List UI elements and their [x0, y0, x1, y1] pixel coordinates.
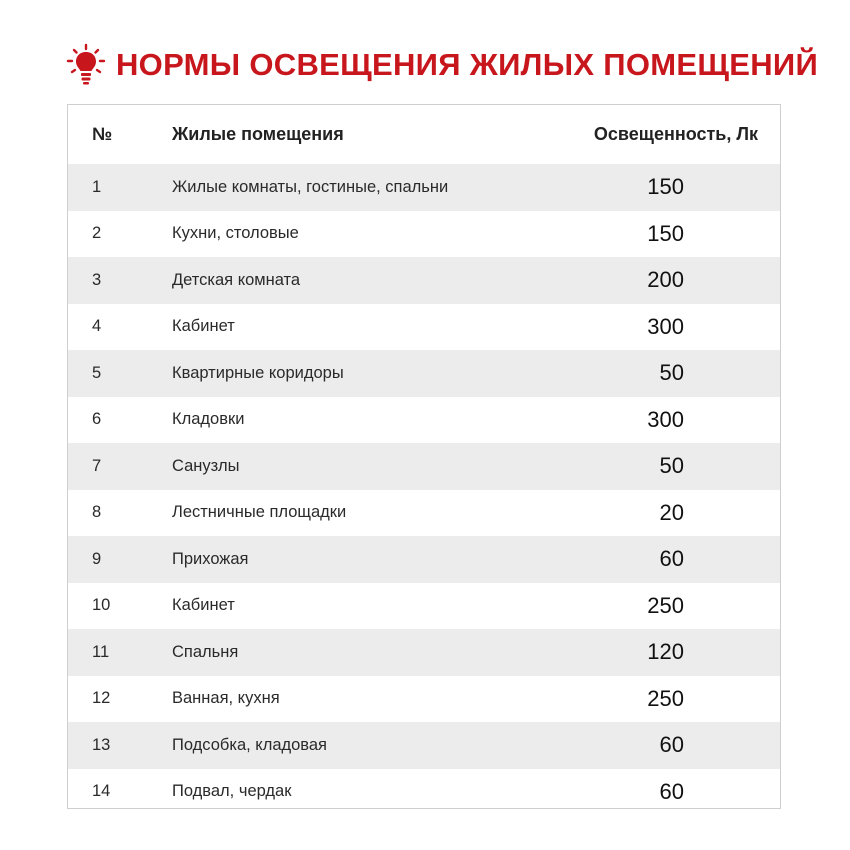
table-row	[68, 583, 780, 630]
table-row	[68, 629, 780, 676]
page-title	[66, 40, 818, 90]
row-num: 3	[92, 270, 102, 289]
table-row	[68, 536, 780, 583]
title-text: НОРМЫ ОСВЕЩЕНИЯ ЖИЛЫХ ПОМЕЩЕНИЙ	[116, 47, 819, 82]
row-room: Санузлы	[172, 456, 240, 475]
row-lux: 20	[659, 499, 684, 525]
row-lux: 200	[647, 267, 684, 293]
row-lux: 250	[647, 685, 684, 711]
row-lux: 50	[659, 360, 684, 386]
table-header	[68, 105, 780, 164]
row-room: Квартирные коридоры	[172, 363, 344, 382]
table-row	[68, 397, 780, 444]
row-num: 1	[92, 177, 102, 196]
row-num: 7	[92, 456, 102, 475]
row-num: 9	[92, 549, 102, 568]
row-num: 8	[92, 503, 102, 522]
table-row	[68, 211, 780, 258]
row-room: Спальня	[172, 642, 239, 661]
table-row	[68, 164, 780, 211]
row-room: Лестничные площадки	[172, 503, 347, 522]
header-num: №	[92, 124, 113, 144]
table-row	[68, 490, 780, 537]
table-row	[68, 769, 780, 816]
row-room: Жилые комнаты, гостиные, спальни	[172, 177, 449, 196]
row-lux: 60	[659, 778, 684, 804]
header-room: Жилые помещения	[172, 124, 344, 144]
row-room: Кабинет	[172, 317, 235, 336]
row-num: 11	[92, 642, 110, 661]
table-row	[68, 350, 780, 397]
row-room: Подвал, чердак	[172, 782, 292, 801]
row-num: 2	[92, 224, 102, 243]
row-room: Ванная, кухня	[172, 689, 280, 708]
row-num: 6	[92, 410, 102, 429]
table-row	[68, 676, 780, 723]
header-lux: Освещенность, Лк	[593, 124, 758, 144]
row-lux: 300	[647, 406, 684, 432]
row-lux: 150	[647, 220, 684, 246]
row-lux: 60	[659, 546, 684, 572]
row-room: Детская комната	[172, 270, 301, 289]
table-row	[68, 443, 780, 490]
row-num: 10	[92, 596, 111, 615]
table-row	[68, 257, 780, 304]
row-lux: 300	[647, 313, 684, 339]
row-num: 14	[92, 782, 111, 801]
row-room: Прихожая	[172, 549, 249, 568]
row-lux: 50	[659, 453, 684, 479]
illumination-table	[67, 104, 781, 809]
table-row	[68, 722, 780, 769]
row-room: Кабинет	[172, 596, 235, 615]
row-room: Кухни, столовые	[172, 224, 299, 243]
row-num: 4	[92, 317, 102, 336]
row-num: 5	[92, 363, 102, 382]
row-lux: 150	[647, 174, 684, 200]
row-room: Подсобка, кладовая	[172, 735, 327, 754]
row-lux: 250	[647, 592, 684, 618]
table-row	[68, 304, 780, 351]
row-num: 13	[92, 735, 111, 754]
row-lux: 120	[647, 639, 684, 665]
row-room: Кладовки	[172, 410, 245, 429]
lightbulb-icon	[66, 43, 106, 87]
row-num: 12	[92, 689, 111, 708]
row-lux: 60	[659, 732, 684, 758]
